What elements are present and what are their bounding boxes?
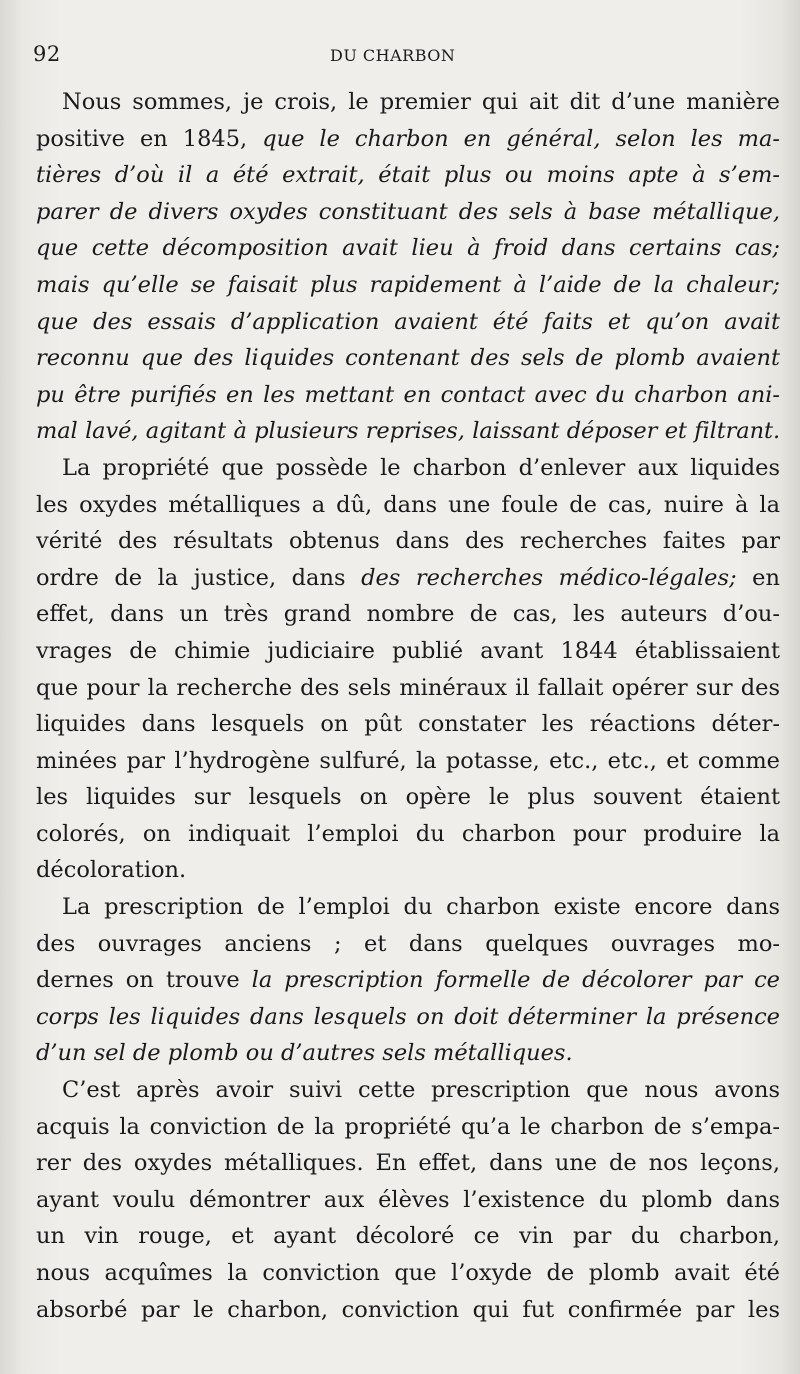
text-line [36,670,780,707]
roman-text: liquides dans lesquels on pût constater les réactions déter- [36,711,780,738]
text-line [36,194,780,231]
text-line [36,377,780,414]
roman-text: acquis la conviction de la propriété qu’a le charbon de s’empa- [36,1113,780,1140]
text-line [36,706,780,743]
text-line [36,1035,780,1072]
text-line [36,816,780,853]
page-number: 92 [33,42,61,66]
roman-text: que pour la recherche des sels minéraux il fallait opérer sur des [36,674,780,701]
text-line [36,84,780,121]
text-line [36,1072,780,1109]
text-line [36,304,780,341]
text-line [36,157,780,194]
text-line [36,633,780,670]
italic-text: d’un sel de plomb ou d’autres sels métalliques. [36,1040,573,1067]
text-line [36,340,780,377]
roman-text: C’est après avoir suivi cette prescription que nous avons [62,1077,780,1104]
italic-text: tières d’où il a été extrait, était plus ou moins apte à s’em- [36,162,780,189]
body-text [36,84,780,1328]
text-line [36,1109,780,1146]
italic-text: pu être purifiés en les mettant en contact avec du charbon ani- [36,381,780,408]
text-line [36,413,780,450]
text-line [36,962,780,999]
italic-text: que des essais d’application avaient été faits et qu’on avait [36,308,780,335]
text-line [36,1255,780,1292]
roman-text: dernes on trouve [36,967,252,994]
roman-text: effet, dans un très grand nombre de cas, les auteurs d’ou- [36,601,780,628]
roman-text: ayant voulu démontrer aux élèves l’existence du plomb dans [36,1186,780,1213]
roman-text: ordre de la justice, dans [36,564,362,591]
text-line [36,1145,780,1182]
italic-text: des recherches médico-légales; [361,564,737,591]
roman-text: Nous sommes, je crois, le premier qui ait dit d’une manière [62,89,780,115]
text-line [36,852,780,889]
text-line [36,999,780,1036]
roman-text: vrages de chimie judiciaire publié avant 1844 établissaient [36,637,780,664]
italic-text: reconnu que des liquides contenant des sels de plomb avaient [36,345,780,372]
text-line [36,267,780,304]
roman-text: les liquides sur lesquels on opère le plus souvent étaient [36,784,780,811]
italic-text: que cette décomposition avait lieu à froid dans certains cas; [36,235,780,262]
roman-text: minées par l’hydrogène sulfuré, la potasse, etc., etc., et comme [36,747,780,774]
text-line [36,121,780,158]
roman-text: des ouvrages anciens ; et dans quelques ouvrages mo- [36,930,780,957]
text-line [36,596,780,633]
roman-text: colorés, on indiquait l’emploi du charbon pour produire la [36,820,780,847]
roman-text: les oxydes métalliques a dû, dans une foule de cas, nuire à la [36,491,780,518]
text-line [36,1182,780,1219]
roman-text: positive en 1845, [36,125,263,152]
roman-text: rer des oxydes métalliques. En effet, dans une de nos leçons, [36,1150,780,1177]
italic-text: parer de divers oxydes constituant des sels à base métallique, [36,198,780,225]
italic-text: corps les liquides dans lesquels on doit déterminer la présence [36,1003,780,1030]
text-line [36,560,780,597]
text-line [36,230,780,267]
text-line [36,1292,780,1329]
roman-text: un vin rouge, et ayant décoloré ce vin par du charbon, [36,1223,780,1250]
text-line [36,523,780,560]
roman-text: vérité des résultats obtenus dans des recherches faites par [36,528,780,555]
text-line [36,1218,780,1255]
text-line [36,779,780,816]
text-line [36,487,780,524]
text-line [36,926,780,963]
roman-text: nous acquîmes la conviction que l’oxyde de plomb avait été [36,1260,780,1286]
text-line [36,889,780,926]
roman-text: La propriété que possède le charbon d’enlever aux liquides [62,454,780,481]
roman-text: La prescription de l’emploi du charbon existe encore dans [62,894,780,921]
running-head: DU CHARBON [330,46,456,65]
italic-text: la prescription formelle de décolorer par ce [251,967,780,994]
italic-text: que le charbon en général, selon les ma- [262,125,780,152]
text-line [36,743,780,780]
roman-text: décoloration. [36,857,187,884]
text-line [36,450,780,487]
roman-text: en [736,564,780,591]
italic-text: mais qu’elle se faisait plus rapidement à l’aide de la chaleur; [36,271,780,298]
page-header [0,42,800,72]
roman-text: absorbé par le charbon, conviction qui fut confirmée par les [36,1296,780,1323]
italic-text: mal lavé, agitant à plusieurs reprises, laissant déposer et filtrant. [36,418,780,445]
